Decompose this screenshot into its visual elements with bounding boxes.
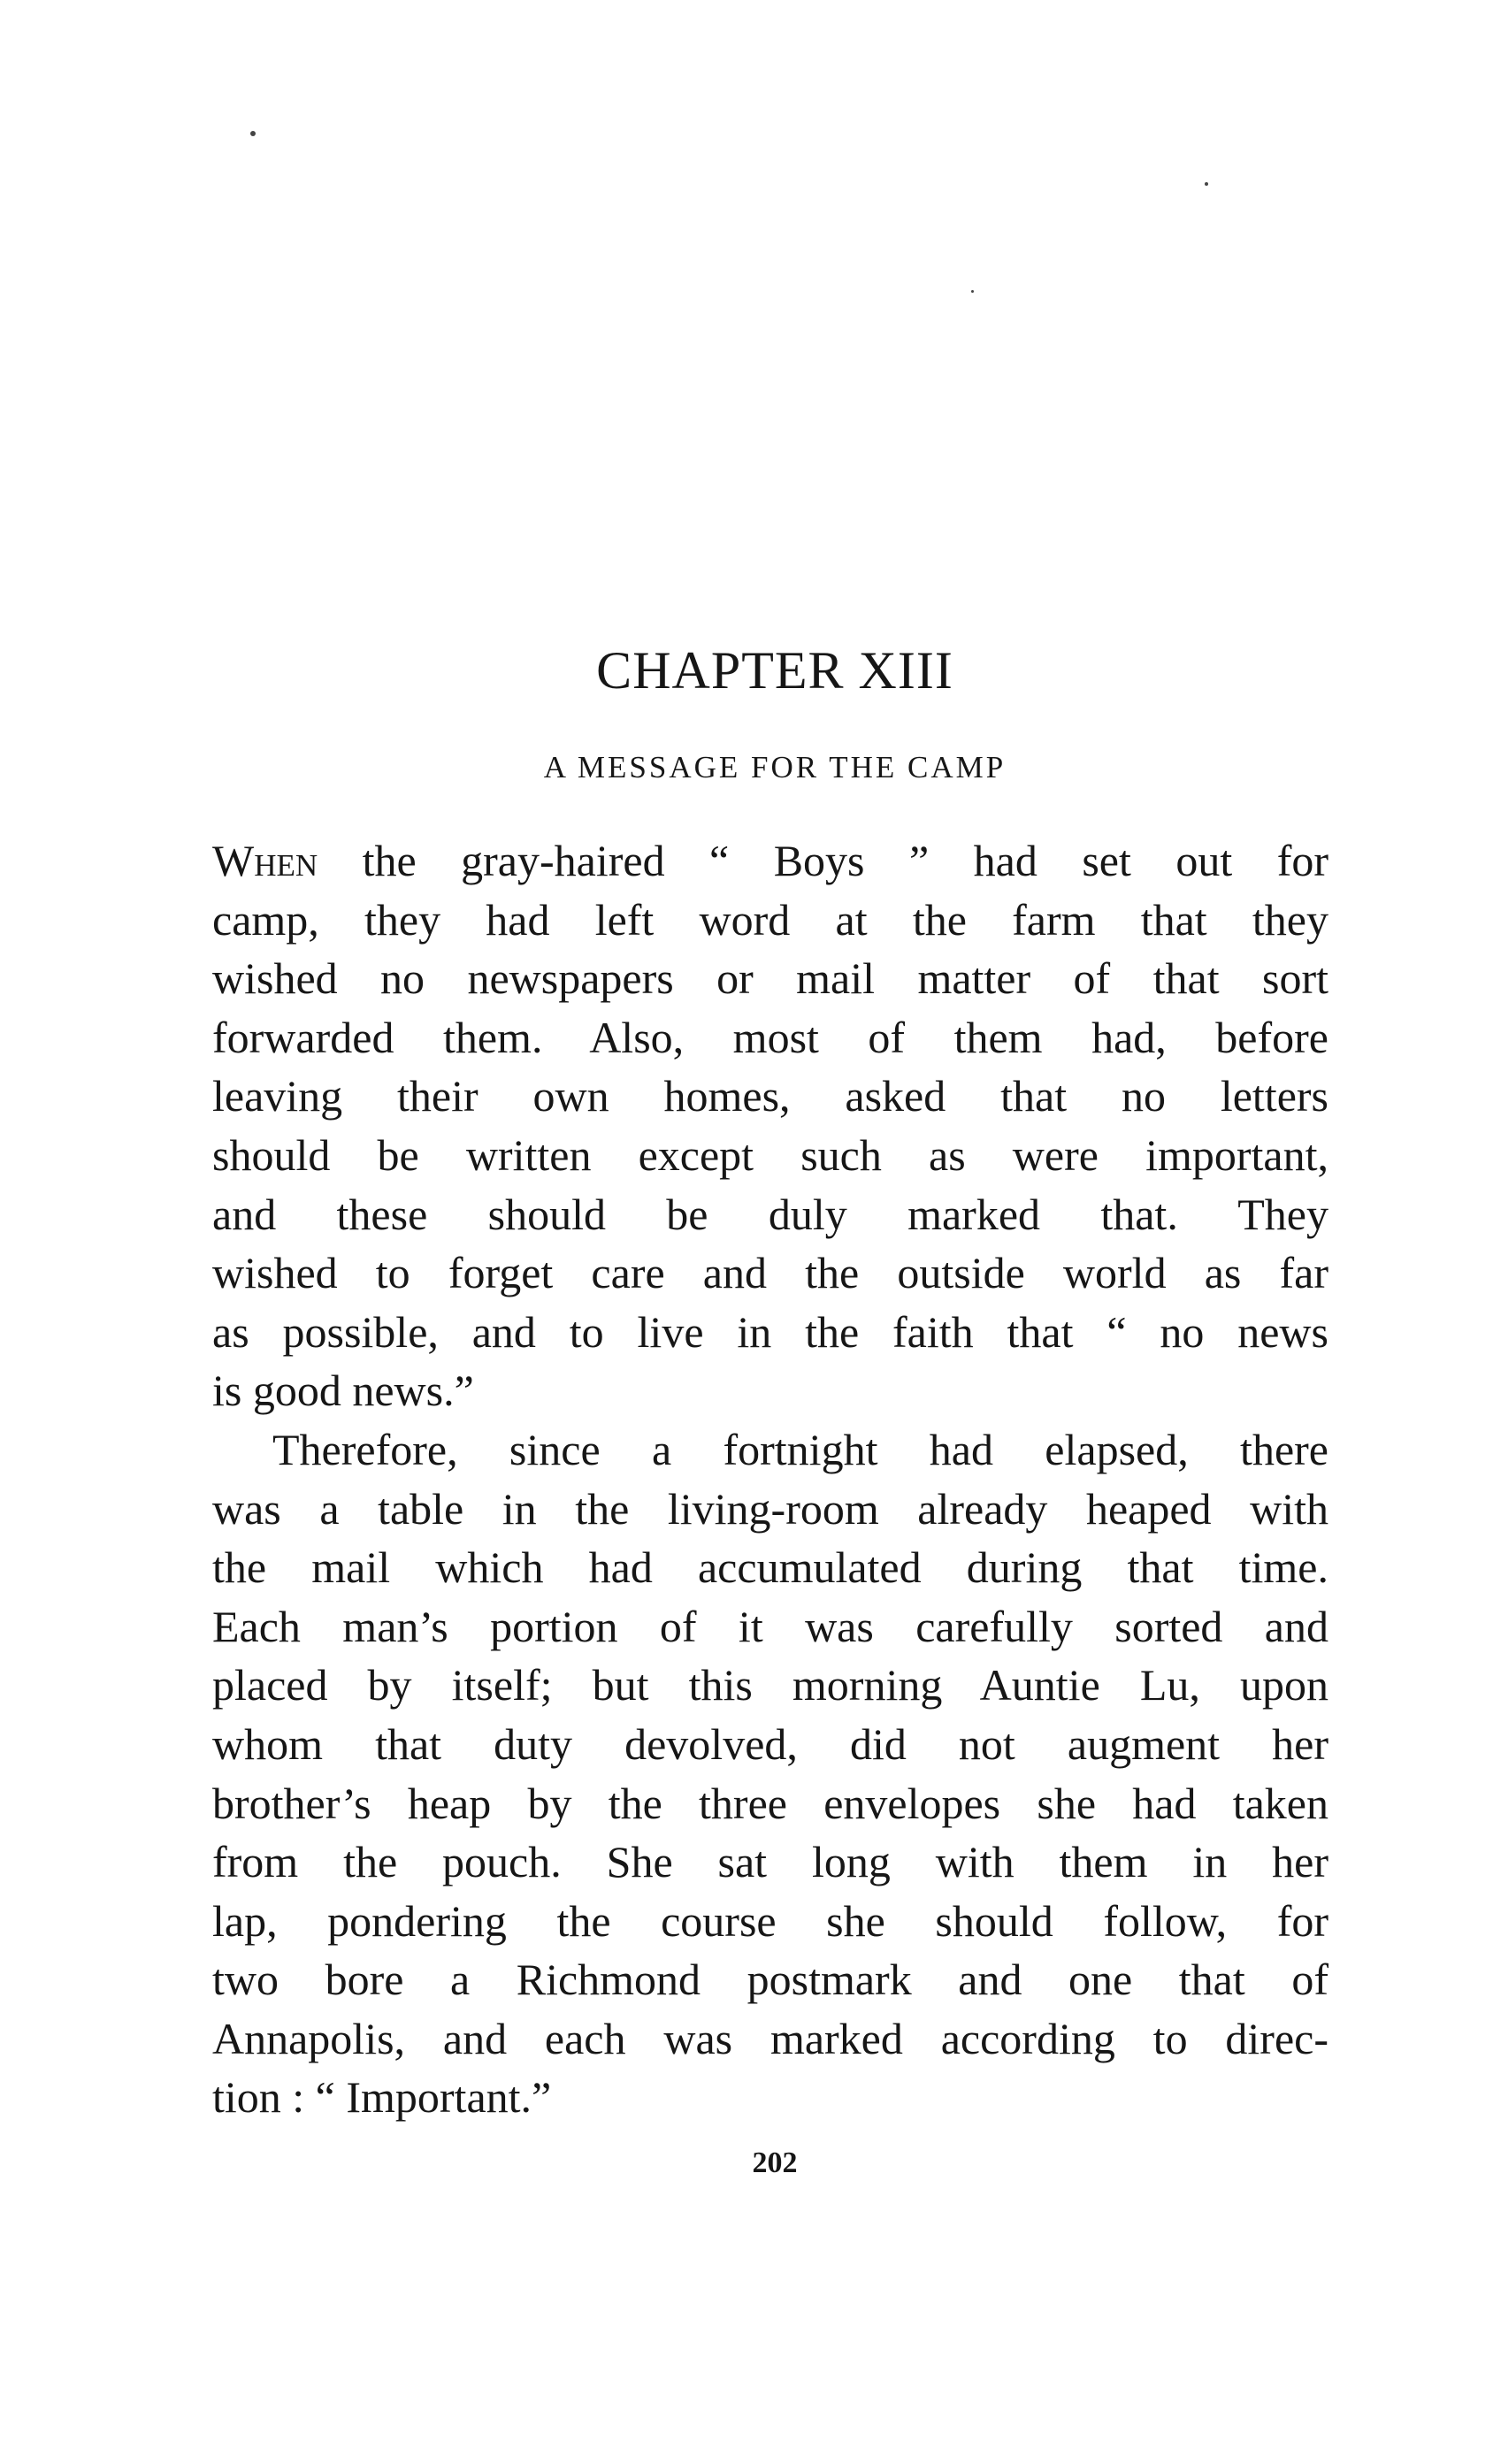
text-line-19: lap, pondering the course she should follow, for xyxy=(212,1895,1328,1946)
scan-speck xyxy=(971,290,974,293)
text-line-17: brother’s heap by the three envelopes she had taken xyxy=(212,1778,1328,1828)
text-line-13: the mail which had accumulated during that time. xyxy=(212,1542,1328,1593)
chapter-subtitle: A MESSAGE FOR THE CAMP xyxy=(543,750,1007,784)
text-line-21: Annapolis, and each was marked according to direc- xyxy=(212,2013,1328,2063)
text-line-9: as possible, and to live in the faith that “ no news xyxy=(212,1306,1328,1357)
chapter-body xyxy=(212,831,1328,2127)
text-line-18: from the pouch. She sat long with them in her xyxy=(212,1837,1328,1887)
page-number: 202 xyxy=(752,2146,798,2179)
opening-word: When xyxy=(212,836,318,885)
text-line-11: Therefore, since a fortnight had elapsed, there xyxy=(272,1424,1328,1474)
text-line-5: leaving their own homes, asked that no letters xyxy=(212,1071,1328,1121)
text-line-6: should be written except such as were important, xyxy=(212,1129,1328,1180)
text-line-3: wished no newspapers or mail matter of that sort xyxy=(212,953,1328,1004)
scan-speck xyxy=(1205,182,1208,186)
text-line-4: forwarded them. Also, most of them had, before xyxy=(212,1012,1328,1062)
text-line-14: Each man’s portion of it was carefully sorted and xyxy=(212,1601,1328,1651)
text-line-15: placed by itself; but this morning Auntie Lu, upon xyxy=(212,1660,1328,1710)
text-line-10: is good news.” xyxy=(212,1366,474,1416)
text-line-22: tion : “ Important.” xyxy=(212,2072,552,2123)
scan-speck xyxy=(250,131,256,136)
text-line-20: two bore a Richmond postmark and one that of xyxy=(212,1955,1328,2005)
text-line-7: and these should be duly marked that. They xyxy=(212,1189,1328,1239)
text-line-8: wished to forget care and the outside world as far xyxy=(212,1248,1328,1298)
text-line-1 xyxy=(212,831,1328,891)
text-line-1-rest: the gray-haired “ Boys ” had set out for xyxy=(318,836,1328,885)
text-line-12: was a table in the living-room already heaped with xyxy=(212,1483,1328,1534)
text-line-16: whom that duty devolved, did not augment her xyxy=(212,1718,1328,1769)
chapter-title: CHAPTER XIII xyxy=(596,641,953,700)
text-line-2: camp, they had left word at the farm that they xyxy=(212,894,1328,945)
